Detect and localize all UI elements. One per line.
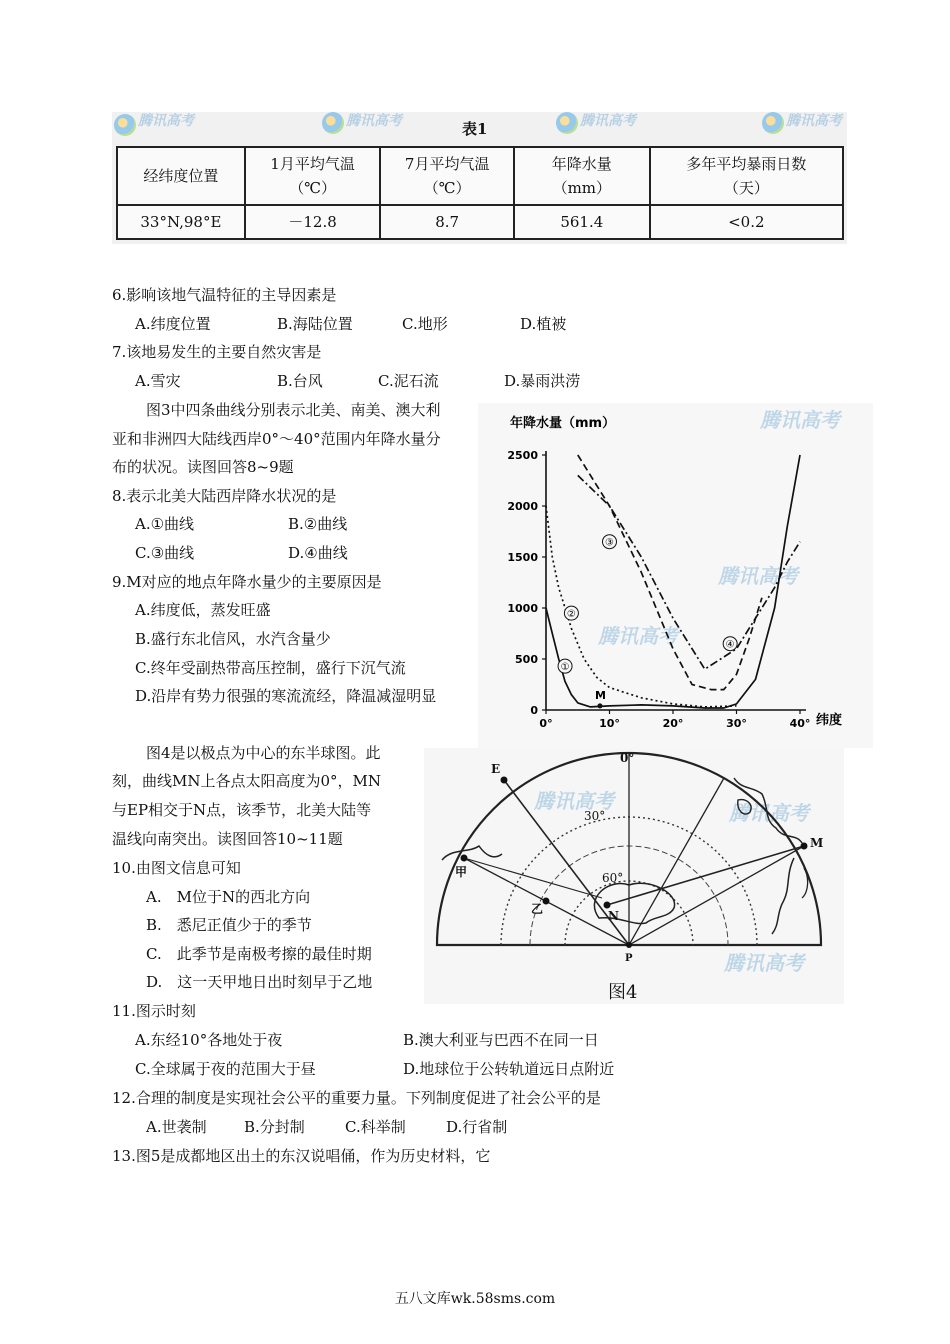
point-m-marker — [597, 703, 602, 708]
question-13-stem: 13.图5是成都地区出土的东汉说唱俑，作为历史材料，它 — [112, 1147, 491, 1165]
label-p: P — [625, 953, 633, 964]
q11-option-b: B.澳大利亚与巴西不在同一日 — [403, 1031, 599, 1049]
fig4-intro-line: 刻，曲线MN上各点太阳高度为0°，MN — [112, 772, 382, 790]
point-m-label: M — [594, 688, 606, 702]
label-m: M — [810, 836, 824, 850]
table-cell: －12.8 — [245, 205, 381, 239]
q9-option-d: D.沿岸有势力很强的寒流流经，降温减湿明显 — [135, 687, 437, 705]
table-header-cell: 年降水量 （mm） — [514, 147, 650, 205]
q8-option-c: C.③曲线 — [135, 544, 195, 562]
table-header-cell: 1月平均气温 （℃） — [245, 147, 381, 205]
point-yi — [543, 898, 550, 905]
table-header-row — [117, 147, 843, 205]
fig3-intro-line: 布的状况。读图回答8~9题 — [112, 458, 294, 476]
q9-option-b: B.盛行东北信风，水汽含量少 — [135, 630, 331, 648]
q10-option-b: B. 悉尼正值少于的季节 — [146, 916, 312, 934]
fig4-intro-line: 温线向南突出。读图回答10~11题 — [112, 830, 343, 848]
question-10-stem: 10.由图文信息可知 — [112, 859, 241, 877]
curve-label: ① — [560, 662, 570, 674]
q10-option-d: D. 这一天甲地日出时刻早于乙地 — [146, 973, 373, 991]
curve-label: ④ — [725, 639, 735, 651]
q9-option-a: A.纬度低，蒸发旺盛 — [135, 601, 271, 619]
q7-option-d: D.暴雨洪涝 — [504, 372, 581, 390]
watermark-text: 腾讯高考 — [786, 113, 842, 129]
fig4-intro-line: 图4是以极点为中心的东半球图。此 — [146, 744, 381, 762]
table-row — [117, 205, 843, 239]
label-yi: 乙 — [531, 902, 544, 916]
q8-option-b: B.②曲线 — [288, 515, 348, 533]
curve-label: ② — [566, 609, 576, 621]
watermark-text: 腾讯高考 — [724, 951, 804, 975]
label-e: E — [491, 762, 501, 776]
q11-option-d: D.地球位于公转轨道远日点附近 — [403, 1060, 615, 1078]
point-n — [604, 902, 611, 909]
label-jia: 甲 — [455, 865, 468, 879]
point-jia — [461, 855, 468, 862]
x-tick-label: 40° — [789, 717, 811, 730]
watermark-logo-icon — [322, 112, 344, 134]
question-9-stem: 9.M对应的地点年降水量少的主要原因是 — [112, 573, 382, 591]
watermark-text: 腾讯高考 — [346, 113, 402, 129]
table-header-cell: 经纬度位置 — [117, 147, 245, 205]
q12-option-b: B.分封制 — [244, 1118, 305, 1136]
watermark-text: 腾讯高考 — [760, 408, 840, 432]
watermark-logo-icon — [114, 114, 136, 136]
q6-option-c: C.地形 — [402, 315, 448, 333]
q10-option-a: A. M位于N的西北方向 — [146, 888, 311, 906]
question-6-stem: 6.影响该地气温特征的主导因素是 — [112, 286, 337, 304]
q8-option-d: D.④曲线 — [288, 544, 348, 562]
y-axis-label: 年降水量（mm） — [510, 416, 616, 431]
table-cell: 8.7 — [380, 205, 514, 239]
fig3-intro-line: 亚和非洲四大陆线西岸0°～40°范围内年降水量分 — [112, 430, 441, 448]
point-m — [801, 843, 808, 850]
x-axis-label: 纬度 — [816, 713, 843, 728]
table-header-cell: 多年平均暴雨日数 （天） — [650, 147, 843, 205]
q6-option-d: D.植被 — [520, 315, 567, 333]
climate-table — [116, 146, 844, 240]
y-tick-label: 0 — [530, 704, 538, 717]
question-11-stem: 11.图示时刻 — [112, 1002, 196, 1020]
q11-option-a: A.东经10°各地处于夜 — [135, 1031, 283, 1049]
q7-option-a: A.雪灾 — [135, 372, 181, 390]
question-8-stem: 8.表示北美大陆西岸降水状况的是 — [112, 487, 337, 505]
table-cell: 33°N,98°E — [117, 205, 245, 239]
x-tick-label: 20° — [662, 717, 684, 730]
point-e — [501, 777, 508, 784]
x-tick-label: 0° — [539, 717, 553, 730]
y-tick-label: 1500 — [507, 551, 538, 564]
x-tick-label: 10° — [599, 717, 620, 730]
watermark-text: 腾讯高考 — [534, 789, 614, 813]
q12-option-a: A.世袭制 — [146, 1118, 207, 1136]
y-tick-label: 2500 — [507, 449, 538, 462]
question-12-stem: 12.合理的制度是实现社会公平的重要力量。下列制度促进了社会公平的是 — [112, 1089, 601, 1107]
watermark-logo-icon — [762, 112, 784, 134]
q6-option-a: A.纬度位置 — [135, 315, 211, 333]
question-7-stem: 7.该地易发生的主要自然灾害是 — [112, 343, 322, 361]
watermark-logo-icon — [556, 112, 578, 134]
q6-option-b: B.海陆位置 — [277, 315, 353, 333]
q12-option-c: C.科举制 — [345, 1118, 406, 1136]
q7-option-c: C.泥石流 — [378, 372, 439, 390]
table-cell: 561.4 — [514, 205, 650, 239]
label-30-degree: 30° — [584, 809, 606, 823]
q9-option-c: C.终年受副热带高压控制，盛行下沉气流 — [135, 659, 406, 677]
fig3-intro-line: 图3中四条曲线分别表示北美、南美、澳大利 — [146, 401, 441, 419]
point-p — [626, 942, 632, 948]
y-tick-label: 1000 — [507, 602, 538, 615]
figure-4-caption: 图4 — [608, 982, 638, 1003]
label-60-degree: 60° — [602, 871, 624, 885]
q10-option-c: C. 此季节是南极考擦的最佳时期 — [146, 945, 372, 963]
table-header-cell: 7月平均气温 （℃） — [380, 147, 514, 205]
watermark-text: 腾讯高考 — [138, 113, 194, 129]
y-tick-label: 500 — [515, 653, 538, 666]
x-tick-label: 30° — [726, 717, 747, 730]
hemisphere-diagram — [424, 748, 844, 1004]
curve-label: ③ — [605, 537, 614, 549]
table-cell: <0.2 — [650, 205, 843, 239]
q7-option-b: B.台风 — [277, 372, 323, 390]
watermark-text: 腾讯高考 — [580, 113, 636, 129]
table-title: 表1 — [462, 120, 488, 138]
label-n: N — [608, 909, 619, 923]
q11-option-c: C.全球属于夜的范围大于昼 — [135, 1060, 316, 1078]
fig4-intro-line: 与EP相交于N点，该季节，北美大陆等 — [112, 801, 372, 819]
page-footer: 五八文库wk.58sms.com — [394, 1291, 556, 1307]
y-tick-label: 2000 — [507, 500, 538, 513]
watermark-text: 腾讯高考 — [718, 564, 798, 588]
label-0-degree: 0° — [620, 751, 635, 765]
watermark-text: 腾讯高考 — [729, 801, 809, 825]
watermark-text: 腾讯高考 — [598, 624, 678, 648]
precipitation-chart — [478, 403, 873, 748]
q8-option-a: A.①曲线 — [135, 515, 195, 533]
q12-option-d: D.行省制 — [446, 1118, 508, 1136]
